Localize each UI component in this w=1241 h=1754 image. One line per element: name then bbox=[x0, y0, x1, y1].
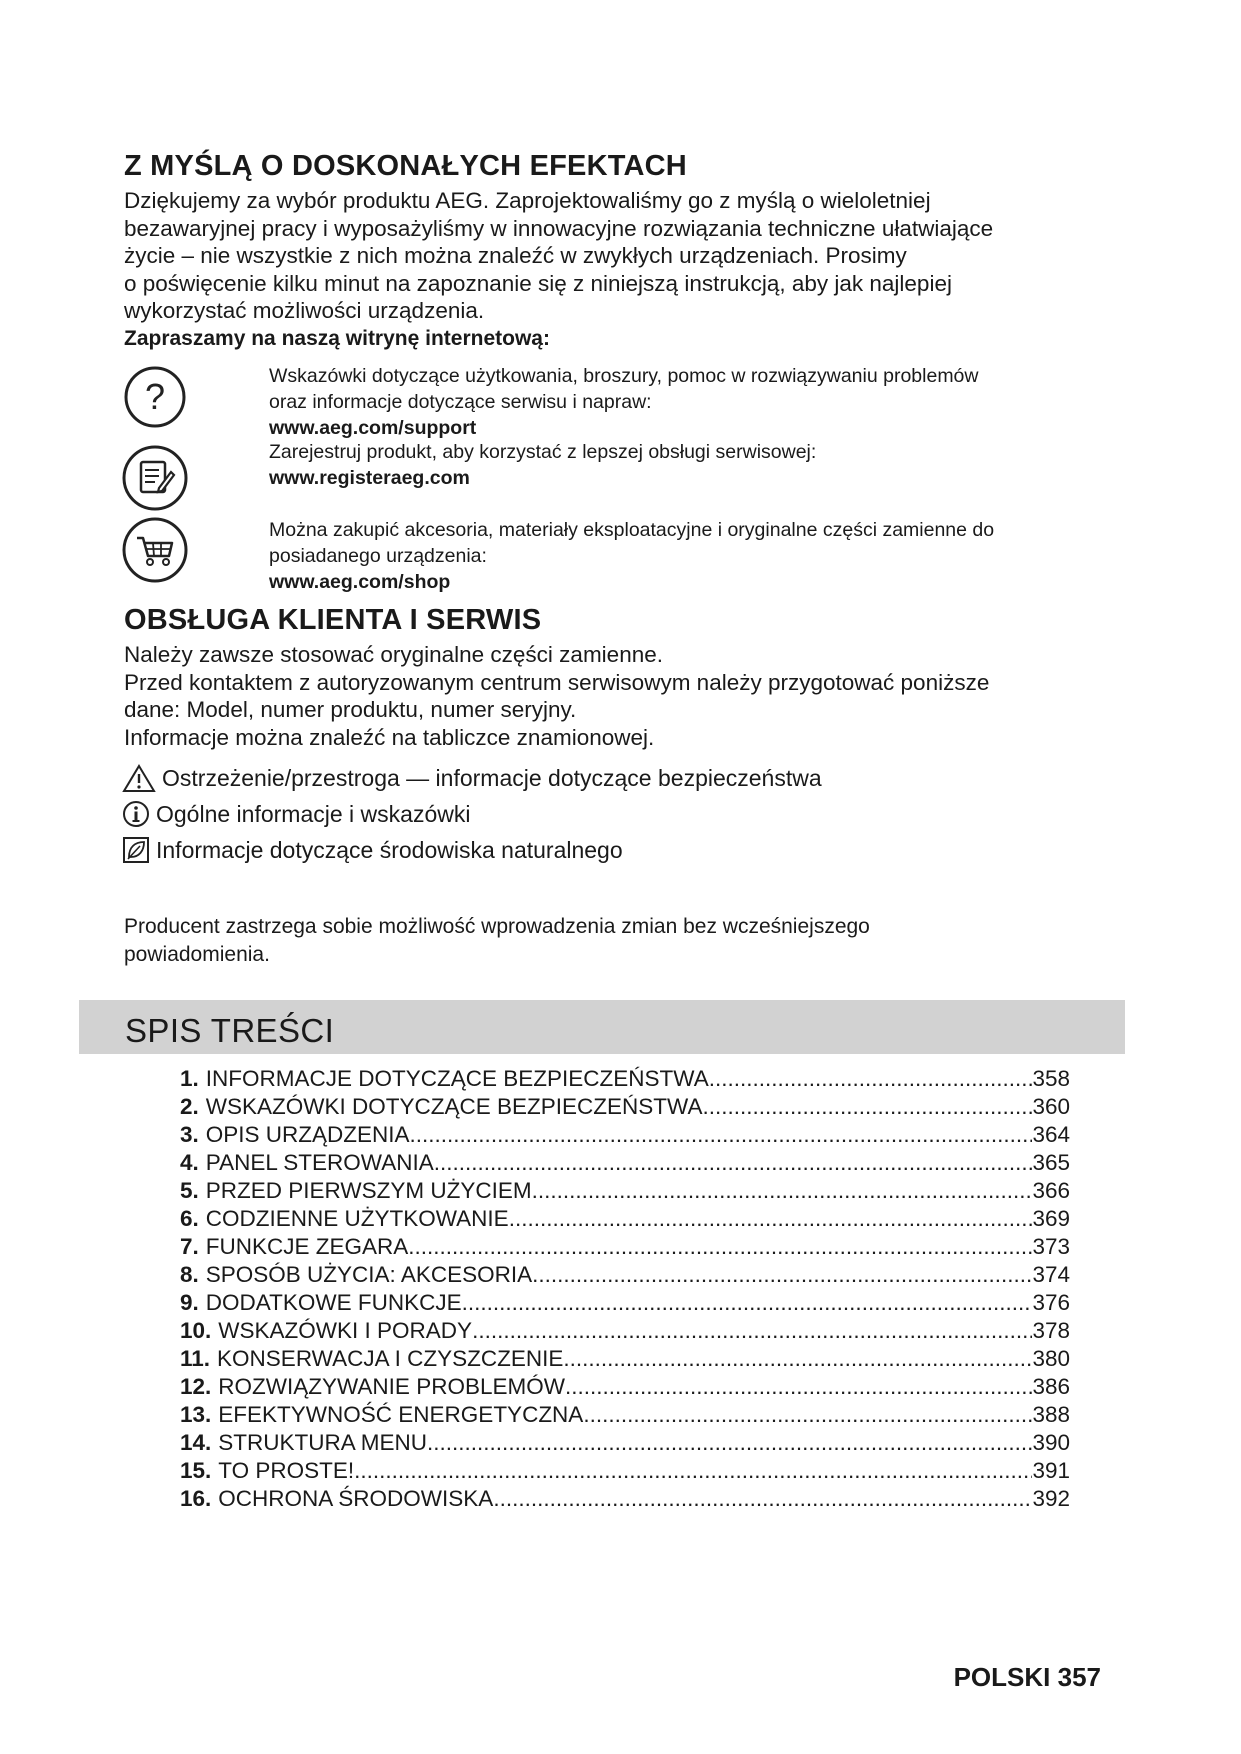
disclaimer-line: powiadomienia. bbox=[124, 942, 270, 966]
service-paragraph bbox=[124, 641, 989, 751]
toc-item[interactable] bbox=[180, 1289, 1070, 1317]
notice-text: Informacje dotyczące środowiska naturalnego bbox=[156, 837, 623, 863]
toc-item-title: SPOSÓB UŻYCIA: AKCESORIA bbox=[205, 1262, 533, 1287]
toc-leader bbox=[565, 1373, 1032, 1401]
toc-leader bbox=[410, 1121, 1033, 1149]
toc-leader bbox=[354, 1457, 1032, 1485]
toc-item-title: OCHRONA ŚRODOWISKA bbox=[218, 1486, 494, 1511]
support-link[interactable]: www.aeg.com/support bbox=[269, 417, 477, 439]
intro-paragraph bbox=[124, 187, 993, 325]
notice-warning bbox=[122, 760, 822, 796]
toc-leader bbox=[532, 1261, 1032, 1289]
toc-item-number: 15. bbox=[180, 1458, 212, 1483]
toc-item-number: 7. bbox=[180, 1234, 199, 1259]
toc-item-number: 6. bbox=[180, 1206, 199, 1231]
toc-item-number: 9. bbox=[180, 1290, 199, 1315]
service-line: Przed kontaktem z autoryzowanym centrum serwisowym należy przygotować poniższe bbox=[124, 669, 990, 695]
toc-item-number: 16. bbox=[180, 1486, 212, 1511]
toc-leader bbox=[532, 1177, 1033, 1205]
web-item-text: Można zakupić akcesoria, materiały eksploatacyjne i oryginalne części zamienne do bbox=[269, 519, 995, 541]
register-link[interactable]: www.registeraeg.com bbox=[269, 467, 470, 489]
toc-leader bbox=[509, 1205, 1033, 1233]
intro-line: o poświęcenie kilku minut na zapoznanie się z niniejszą instrukcją, aby jak najlepiej bbox=[124, 270, 952, 296]
toc-leader bbox=[434, 1149, 1033, 1177]
toc-item-page: 374 bbox=[1032, 1262, 1070, 1287]
toc-item-page: 378 bbox=[1032, 1318, 1070, 1343]
toc-leader bbox=[709, 1065, 1033, 1093]
toc-item-title: EFEKTYWNOŚĆ ENERGETYCZNA bbox=[218, 1402, 584, 1427]
toc-item[interactable] bbox=[180, 1345, 1070, 1373]
service-heading: OBSŁUGA KLIENTA I SERWIS bbox=[124, 604, 542, 636]
toc-leader bbox=[427, 1429, 1032, 1457]
toc-leader bbox=[702, 1093, 1032, 1121]
notices-list bbox=[122, 760, 822, 868]
toc-item-title: WSKAZÓWKI DOTYCZĄCE BEZPIECZEŃSTWA bbox=[205, 1094, 703, 1119]
toc-item-title: PANEL STEROWANIA bbox=[205, 1150, 434, 1175]
register-icon bbox=[121, 444, 189, 512]
toc-item-title: INFORMACJE DOTYCZĄCE BEZPIECZEŃSTWA bbox=[205, 1066, 709, 1091]
toc-item-title: WSKAZÓWKI I PORADY bbox=[218, 1318, 473, 1343]
service-line: Należy zawsze stosować oryginalne części zamienne. bbox=[124, 642, 663, 667]
web-item-text: Wskazówki dotyczące użytkowania, broszury, pomoc w rozwiązywaniu problemów bbox=[269, 365, 979, 387]
toc-item-title: KONSERWACJA I CZYSZCZENIE bbox=[217, 1346, 564, 1371]
toc-item[interactable] bbox=[180, 1233, 1070, 1261]
toc-item-page: 390 bbox=[1032, 1430, 1070, 1455]
question-icon bbox=[123, 365, 187, 429]
disclaimer-line: Producent zastrzega sobie możliwość wprowadzenia zmian bez wcześniejszego bbox=[124, 915, 870, 938]
toc-item[interactable] bbox=[180, 1429, 1070, 1457]
toc-item-title: FUNKCJE ZEGARA bbox=[205, 1234, 409, 1259]
shop-link[interactable]: www.aeg.com/shop bbox=[269, 571, 451, 593]
toc-item-page: 360 bbox=[1032, 1094, 1070, 1119]
intro-line: Dziękujemy za wybór produktu AEG. Zaprojektowaliśmy go z myślą o wieloletniej bbox=[124, 188, 931, 213]
toc-item[interactable] bbox=[180, 1485, 1070, 1513]
toc-item-number: 11. bbox=[180, 1346, 211, 1371]
toc-item-page: 380 bbox=[1032, 1346, 1070, 1371]
notice-info bbox=[122, 796, 822, 832]
intro-heading: Z MYŚLĄ O DOSKONAŁYCH EFEKTACH bbox=[124, 150, 687, 182]
toc-item[interactable] bbox=[180, 1093, 1070, 1121]
toc-item-number: 8. bbox=[180, 1262, 199, 1287]
notice-environment bbox=[122, 832, 822, 868]
toc-item[interactable] bbox=[180, 1457, 1070, 1485]
toc-item[interactable] bbox=[180, 1261, 1070, 1289]
toc-leader bbox=[462, 1289, 1033, 1317]
website-label: Zapraszamy na naszą witrynę internetową: bbox=[124, 327, 550, 350]
toc-title: SPIS TREŚCI bbox=[125, 1012, 335, 1049]
toc-item-page: 364 bbox=[1032, 1122, 1070, 1147]
toc-item-number: 10. bbox=[180, 1318, 212, 1343]
web-item-text: oraz informacje dotyczące serwisu i napraw: bbox=[269, 391, 652, 413]
web-item-text: Zarejestruj produkt, aby korzystać z lepszej obsługi serwisowej: bbox=[269, 441, 817, 463]
intro-line: bezawaryjnej pracy i wyposażyliśmy w innowacyjne rozwiązania techniczne ułatwiające bbox=[124, 215, 994, 241]
toc-item-title: STRUKTURA MENU bbox=[218, 1430, 428, 1455]
toc-item-page: 358 bbox=[1032, 1066, 1070, 1091]
disclaimer bbox=[124, 913, 870, 968]
toc-item-title: DODATKOWE FUNKCJE bbox=[205, 1290, 462, 1315]
toc-leader bbox=[408, 1233, 1032, 1261]
toc-item-page: 369 bbox=[1032, 1206, 1070, 1231]
web-item-shop bbox=[269, 517, 994, 595]
info-icon bbox=[122, 800, 150, 828]
toc-item-page: 391 bbox=[1032, 1458, 1070, 1483]
toc-item-title: ROZWIĄZYWANIE PROBLEMÓW bbox=[218, 1374, 565, 1399]
toc-list bbox=[180, 1065, 1070, 1513]
toc-item-page: 388 bbox=[1032, 1402, 1070, 1427]
toc-item[interactable] bbox=[180, 1401, 1070, 1429]
intro-line: wykorzystać możliwości urządzenia. bbox=[124, 298, 485, 323]
toc-item-number: 14. bbox=[180, 1430, 212, 1455]
toc-item-title: OPIS URZĄDZENIA bbox=[205, 1122, 410, 1147]
toc-item[interactable] bbox=[180, 1149, 1070, 1177]
toc-item[interactable] bbox=[180, 1177, 1070, 1205]
page-footer: POLSKI 357 bbox=[953, 1662, 1101, 1692]
svg-text:?: ? bbox=[144, 376, 166, 417]
leaf-icon bbox=[122, 836, 150, 864]
toc-item-number: 12. bbox=[180, 1374, 212, 1399]
toc-item-page: 386 bbox=[1032, 1374, 1070, 1399]
toc-item-number: 4. bbox=[180, 1150, 199, 1175]
web-item-register bbox=[269, 439, 816, 491]
intro-line: życie – nie wszystkie z nich można znaleźć w zwykłych urządzeniach. Prosimy bbox=[124, 243, 907, 268]
toc-item[interactable] bbox=[180, 1373, 1070, 1401]
toc-item-title: PRZED PIERWSZYM UŻYCIEM bbox=[205, 1178, 532, 1203]
toc-item-page: 365 bbox=[1032, 1150, 1070, 1175]
toc-leader bbox=[583, 1401, 1032, 1429]
toc-item-number: 13. bbox=[180, 1402, 212, 1427]
toc-item-number: 2. bbox=[180, 1094, 199, 1119]
notice-text: Ogólne informacje i wskazówki bbox=[156, 801, 471, 827]
web-item-support bbox=[269, 363, 978, 441]
toc-item-title: TO PROSTE! bbox=[218, 1458, 355, 1483]
toc-item-page: 392 bbox=[1032, 1486, 1070, 1511]
toc-item[interactable] bbox=[180, 1121, 1070, 1149]
warning-icon bbox=[122, 763, 156, 793]
toc-item-page: 376 bbox=[1032, 1290, 1070, 1315]
service-line: dane: Model, numer produktu, numer seryjny. bbox=[124, 697, 577, 722]
notice-text: Ostrzeżenie/przestroga — informacje dotyczące bezpieczeństwa bbox=[162, 765, 822, 791]
toc-leader bbox=[493, 1485, 1032, 1513]
toc-leader bbox=[472, 1317, 1032, 1345]
toc-leader bbox=[563, 1345, 1032, 1373]
web-item-text: posiadanego urządzenia: bbox=[269, 545, 487, 567]
toc-item[interactable] bbox=[180, 1317, 1070, 1345]
toc-item-number: 1. bbox=[180, 1066, 199, 1091]
toc-item-number: 3. bbox=[180, 1122, 199, 1147]
cart-icon bbox=[121, 516, 189, 584]
toc-item-title: CODZIENNE UŻYTKOWANIE bbox=[205, 1206, 509, 1231]
toc-item-page: 366 bbox=[1032, 1178, 1070, 1203]
service-line: Informacje można znaleźć na tabliczce znamionowej. bbox=[124, 724, 655, 750]
toc-item-page: 373 bbox=[1032, 1234, 1070, 1259]
toc-item[interactable] bbox=[180, 1205, 1070, 1233]
toc-item-number: 5. bbox=[180, 1178, 199, 1203]
toc-item[interactable] bbox=[180, 1065, 1070, 1093]
